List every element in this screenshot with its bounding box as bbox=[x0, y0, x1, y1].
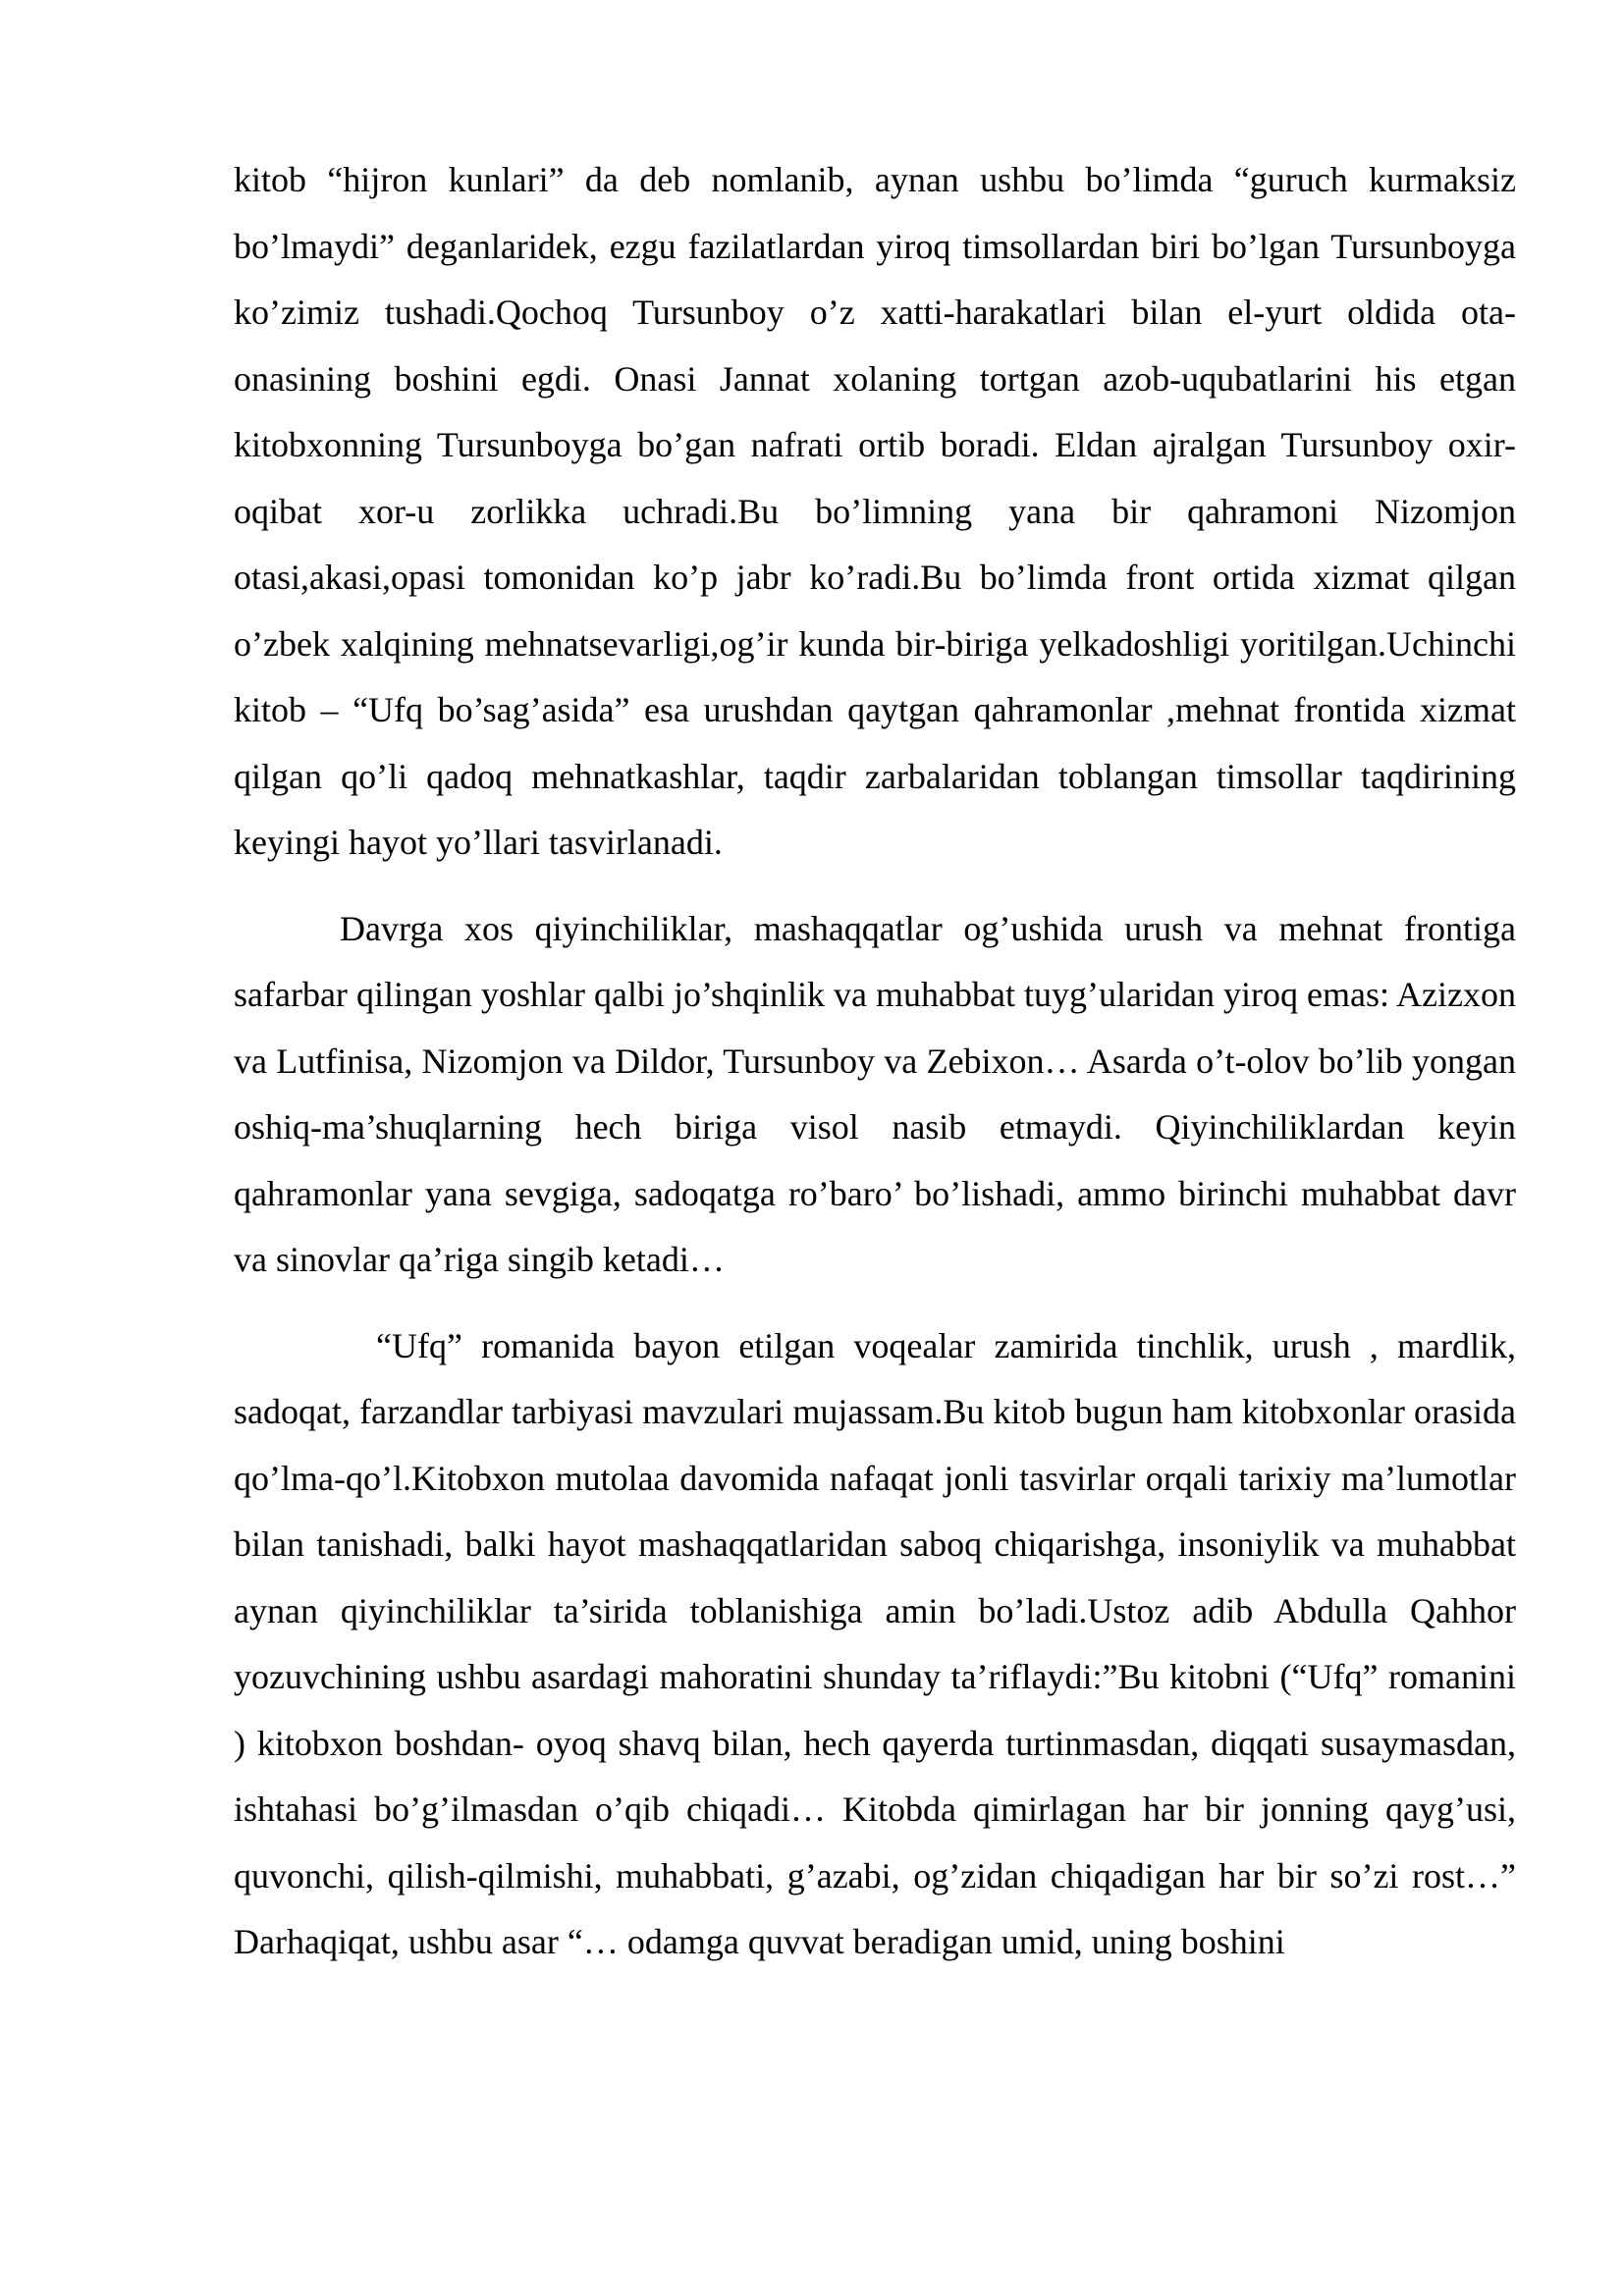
body-text bbox=[234, 147, 1516, 1976]
paragraph-3: “Ufq” romanida bayon etilgan voqealar zamirida tinchlik, urush , mardlik, sadoqat, farzandlar tarbiyasi mavzulari mujassam.Bu kitob bugun ham kitobxonlar orasida qo’lma-qo’l.Kitobxon mutolaa davomida nafaqat jonli tasvirlar orqali tarixiy ma’lumotlar bilan tanishadi, balki hayot mashaqqatlaridan saboq chiqarishga, insoniylik va muhabbat aynan qiyinchiliklar ta’sirida toblanishiga amin bo’ladi.Ustoz adib Abdulla Qahhor yozuvchining ushbu asardagi mahoratini shunday ta’riflaydi:”Bu kitobni (“Ufq” romanini ) kitobxon boshdan- oyoq shavq bilan, hech qayerda turtinmasdan, diqqati susaymasdan, ishtahasi bo’g’ilmasdan o’qib chiqadi… Kitobda qimirlagan har bir jonning qayg’usi, quvonchi, qilish-qilmishi, muhabbati, g’azabi, og’zidan chiqadigan har bir so’zi rost…” Darhaqiqat, ushbu asar “… odamga quvvat beradigan umid, uning boshini bbox=[234, 1325, 1516, 1961]
paragraph-1: kitob “hijron kunlari” da deb nomlanib, aynan ushbu bo’limda “guruch kurmaksiz bo’lmaydi” deganlaridek, ezgu fazilatlardan yiroq timsollardan biri bo’lgan Tursunboyga ko’zimiz tushadi.Qochoq Tursunboy o’z xatti-harakatlari bilan el-yurt oldida ota-onasining boshini egdi. Onasi Jannat xolaning tortgan azob-uqubatlarini his etgan kitobxonning Tursunboyga bo’gan nafrati ortib boradi. Eldan ajralgan Tursunboy oxir-oqibat xor-u zorlikka uchradi.Bu bo’limning yana bir qahramoni Nizomjon otasi,akasi,opasi tomonidan ko’p jabr ko’radi.Bu bo’limda front ortida xizmat qilgan o’zbek xalqining mehnatsevarligi,og’ir kunda bir-biriga yelkadoshligi yoritilgan.Uchinchi kitob – “Ufq bo’sag’asida” esa urushdan qaytgan qahramonlar ,mehnat frontida xizmat qilgan qo’li qadoq mehnatkashlar, taqdir zarbalaridan toblangan timsollar taqdirining keyingi hayot yo’llari tasvirlanadi. bbox=[234, 160, 1516, 862]
paragraph-2: Davrga xos qiyinchiliklar, mashaqqatlar og’ushida urush va mehnat frontiga safarbar qilingan yoshlar qalbi jo’shqinlik va muhabbat tuyg’ularidan yiroq emas: Azizxon va Lutfinisa, Nizomjon va Dildor, Tursunboy va Zebixon… Asarda o’t-olov bo’lib yongan oshiq-ma’shuqlarning hech biriga visol nasib etmaydi. Qiyinchiliklardan keyin qahramonlar yana sevgiga, sadoqatga ro’baro’ bo’lishadi, ammo birinchi muhabbat davr va sinovlar qa’riga singib ketadi… bbox=[234, 908, 1516, 1279]
